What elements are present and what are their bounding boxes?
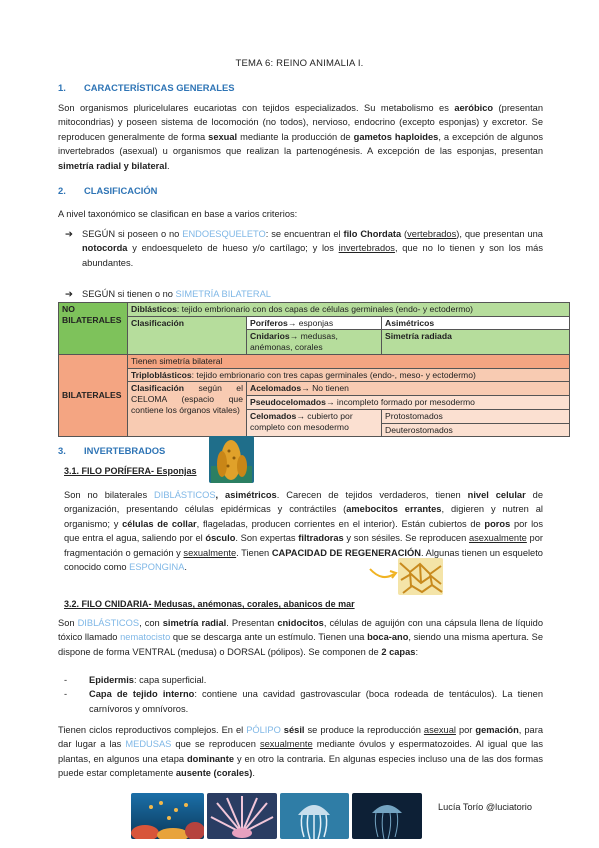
section-1-heading: [58, 81, 235, 96]
capas-list: [64, 673, 543, 716]
section-3-heading: 3. INVERTEBRADOS: [58, 445, 166, 456]
arrow-right-icon: ➔: [65, 229, 73, 239]
pseudocelomados-cell: Pseudocelomados→ incompleto formado por mesodermo: [247, 396, 570, 410]
spongin-photo: [398, 558, 443, 595]
protostomados-cell: Protostomados: [382, 409, 570, 423]
list-item: - Capa de tejido interno: contiene una cavidad gastrovascular (boca rodeada de tentáculos). La tienen carnívoros y omnívoros.: [64, 687, 543, 716]
clasificacion-cell: Clasificación: [128, 316, 247, 354]
porifera-paragraph: Son no bilaterales DIBLÁSTICOS, asimétricos. Carecen de tejidos verdaderos, tienen nivel celular de organización, presentando células epidérmicas y contráctiles (amebocitos errantes, digieren y nutren al organismo; y células de collar, flageladas, producen corrientes en el interior). Están cubiertos de poros por los que entra el agua, saliendo por el ósculo. Son expertas filtradoras y son sésiles. Se reproducen asexualmente por fragmentación o gemación y sexualmente. Tienen CAPACIDAD DE REGENERACIÓN. Algunas tienen un esqueleto conocido como ESPONGINA.: [64, 490, 543, 573]
ciclo-paragraph: Tienen ciclos reproductivos complejos. En el PÓLIPO sésil se produce la reproducción asexual por gemación, para dar lugar a las MEDUSAS que se reproducen sexualmente mediante óvulos y espermatozoides. Al igual que las plantas, en algunos una etapa dominante y en otro la contraria. En algunas especies incluso una de las dos formas puede estar completamente ausente (corales).: [58, 725, 544, 779]
tienen-simetria-cell: Tienen simetría bilateral: [128, 354, 570, 368]
endoesqueleto-bullet: SEGÚN si poseen o no ENDOESQUELETO: se encuentran el filo Chordata (vertebrados), que presentan una notocorda y endoesqueleto de hueso y/o cartílago; y los invertebrados, que no lo tienen y son los más abundantes.: [82, 229, 543, 268]
porifera-subheading: 3.1. FILO PORÍFERA- Esponjas: [64, 466, 197, 476]
diblasticos-cell: Diblásticos: tejido embrionario con dos capas de células germinales (endo- y ectodermo): [128, 303, 570, 317]
acelomados-cell: Acelomados→ No tienen: [247, 382, 570, 396]
jellyfish-photo: [280, 793, 349, 839]
section-2-intro: A nivel taxonómico se clasifican en base a varios criterios:: [58, 209, 298, 219]
anemone-photo: [207, 793, 277, 839]
poriferos-cell: Poríferos→ esponjas: [247, 316, 382, 330]
section-number: 1.: [58, 82, 66, 93]
classification-table: [58, 302, 570, 437]
section-2-heading: 2. CLASIFICACIÓN: [58, 185, 158, 196]
curved-arrow-icon: [368, 566, 398, 582]
bilaterales-cell: BILATERALES: [59, 354, 128, 436]
simetria-bullet: SEGÚN si tienen o no SIMETRÍA BILATERAL: [82, 289, 271, 299]
cnidaria-subheading: 3.2. FILO CNIDARIA- Medusas, anémonas, corales, abanicos de mar: [64, 599, 355, 609]
jellyfish-dark-photo: [352, 793, 422, 839]
deuterostomados-cell: Deuterostomados: [382, 423, 570, 437]
coral-reef-photo: [131, 793, 204, 839]
section-1-paragraph: Son organismos pluricelulares eucariotas con tejidos especializados. Su metabolismo es aeróbico (presentan mitocondrias) y poseen sistema de locomoción (no todos), nervioso, endocrino (excepto esponjas) y excretor. Se reproducen generalmente de forma sexual mediante la producción de gametos haploides, a excepción de algunos invertebrados (asexual) u organismos que realizan la partenogénesis. A excepción de las esponjas, presentan simetría radial y bilateral.: [58, 103, 544, 171]
section-title: CARACTERÍSTICAS GENERALES: [84, 82, 235, 93]
author-footer: Lucía Torío @luciatorio: [438, 802, 532, 812]
no-bilaterales-cell: NO BILATERALES: [59, 303, 128, 355]
cnidarios-cell: Cnidarios→ medusas, anémonas, corales: [247, 330, 382, 354]
triploblasticos-cell: Triploblásticos: tejido embrionario con tres capas germinales (endo-, meso- y ectodermo): [128, 368, 570, 382]
simetria-radiada-cell: Simetría radiada: [382, 330, 570, 354]
page-title: TEMA 6: REINO ANIMALIA I.: [235, 58, 364, 69]
cnidaria-paragraph: Son DIBLÁSTICOS, con simetría radial. Presentan cnidocitos, células de aguijón con una cápsula llena de líquido tóxico llamado nematocisto que se descarga ante un estímulo. Tienen una boca-ano, siendo una misma apertura. Se dispone de forma VENTRAL (medusa) o DORSAL (pólipos). Se componen de 2 capas:: [58, 618, 543, 657]
arrow-right-icon: ➔: [65, 289, 73, 299]
celomados-cell: Celomados→ cubierto por completo con mesodermo: [247, 409, 382, 436]
clasificacion-celoma-cell: Clasificación según el CELOMA (espacio que contiene los órganos vitales): [128, 382, 247, 437]
sponge-photo: [209, 436, 254, 483]
list-item: - Epidermis: capa superficial.: [64, 673, 543, 687]
asimetricos-cell: Asimétricos: [382, 316, 570, 330]
